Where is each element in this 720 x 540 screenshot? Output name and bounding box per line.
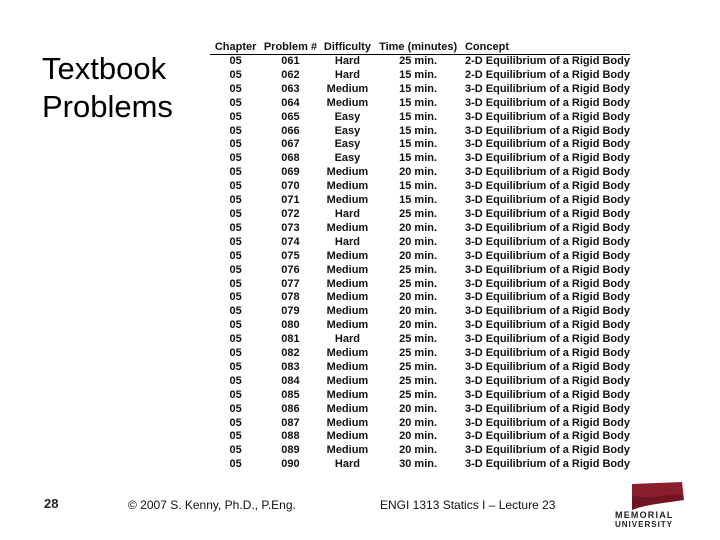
cell-chapter: 05: [229, 124, 242, 137]
cell-difficulty: Medium: [326, 96, 369, 109]
cell-chapter: 05: [229, 235, 242, 248]
cell-time-minutes: 20 min.: [399, 416, 438, 429]
table-row: [210, 347, 630, 361]
cell-problem-number: 076: [281, 263, 300, 276]
table-row: [210, 236, 630, 250]
slide-title-line-1: Textbook: [42, 51, 167, 86]
cell-difficulty: Hard: [334, 458, 360, 471]
cell-time-minutes: 15 min.: [399, 96, 438, 109]
table-row: [210, 55, 630, 69]
table-row: [210, 69, 630, 83]
header-difficulty: Difficulty: [320, 40, 376, 55]
cell-problem-number: 086: [281, 402, 300, 415]
cell-concept: 3-D Equilibrium of a Rigid Body: [464, 388, 630, 401]
cell-chapter: 05: [229, 152, 242, 165]
cell-time-minutes: 20 min.: [399, 402, 438, 415]
table-row: [210, 111, 630, 125]
cell-difficulty: Hard: [334, 207, 360, 220]
cell-chapter: 05: [229, 221, 242, 234]
cell-chapter: 05: [229, 180, 242, 193]
cell-problem-number: 063: [281, 82, 300, 95]
cell-concept: 3-D Equilibrium of a Rigid Body: [464, 333, 630, 346]
cell-chapter: 05: [229, 82, 242, 95]
cell-difficulty: Medium: [326, 180, 369, 193]
table-row: [210, 166, 630, 180]
cell-time-minutes: 15 min.: [399, 138, 438, 151]
cell-time-minutes: 15 min.: [399, 124, 438, 137]
cell-time-minutes: 15 min.: [399, 194, 438, 207]
cell-difficulty: Easy: [334, 152, 361, 165]
table-row: [210, 458, 630, 472]
table-row: [210, 152, 630, 166]
table-row: [210, 264, 630, 278]
cell-difficulty: Medium: [326, 388, 369, 401]
cell-problem-number: 068: [281, 152, 300, 165]
cell-chapter: 05: [229, 277, 242, 290]
cell-time-minutes: 15 min.: [399, 110, 438, 123]
cell-concept: 3-D Equilibrium of a Rigid Body: [464, 138, 630, 151]
header-problem-number: Problem #: [261, 40, 319, 55]
cell-difficulty: Hard: [334, 55, 360, 67]
cell-time-minutes: 25 min.: [399, 388, 438, 401]
cell-time-minutes: 15 min.: [399, 152, 438, 165]
cell-problem-number: 072: [281, 207, 300, 220]
cell-difficulty: Medium: [326, 263, 369, 276]
header-time-minutes: Time (minutes): [375, 40, 461, 55]
slide-title-line-2: Problems: [42, 89, 173, 124]
logo-text-university: UNIVERSITY: [615, 520, 674, 528]
cell-difficulty: Medium: [326, 430, 369, 443]
cell-problem-number: 079: [281, 305, 300, 318]
cell-difficulty: Easy: [334, 124, 361, 137]
cell-time-minutes: 15 min.: [399, 180, 438, 193]
table-row: [210, 361, 630, 375]
cell-concept: 3-D Equilibrium of a Rigid Body: [464, 360, 630, 373]
cell-concept: 3-D Equilibrium of a Rigid Body: [464, 180, 630, 193]
cell-problem-number: 066: [281, 124, 300, 137]
cell-difficulty: Hard: [334, 333, 360, 346]
table-row: [210, 222, 630, 236]
table-row: [210, 180, 630, 194]
table-row: [210, 444, 630, 458]
cell-concept: 3-D Equilibrium of a Rigid Body: [464, 402, 630, 415]
cell-time-minutes: 20 min.: [399, 305, 438, 318]
cell-chapter: 05: [229, 110, 242, 123]
cell-chapter: 05: [229, 347, 242, 360]
cell-problem-number: 073: [281, 221, 300, 234]
table-body: [210, 55, 630, 473]
cell-problem-number: 083: [281, 360, 300, 373]
cell-difficulty: Medium: [326, 416, 369, 429]
cell-concept: 3-D Equilibrium of a Rigid Body: [464, 444, 630, 457]
cell-time-minutes: 25 min.: [399, 360, 438, 373]
university-logo: [612, 482, 686, 528]
cell-time-minutes: 25 min.: [399, 263, 438, 276]
cell-concept: 3-D Equilibrium of a Rigid Body: [464, 277, 630, 290]
table-row: [210, 83, 630, 97]
table-row: [210, 305, 630, 319]
cell-concept: 3-D Equilibrium of a Rigid Body: [464, 207, 630, 220]
cell-difficulty: Medium: [326, 291, 369, 304]
cell-concept: 3-D Equilibrium of a Rigid Body: [464, 221, 630, 234]
cell-chapter: 05: [229, 96, 242, 109]
table-row: [210, 291, 630, 305]
cell-concept: 3-D Equilibrium of a Rigid Body: [464, 263, 630, 276]
header-chapter: Chapter: [210, 40, 261, 55]
cell-difficulty: Medium: [326, 82, 369, 95]
table-row: [210, 208, 630, 222]
cell-chapter: 05: [229, 166, 242, 179]
cell-problem-number: 062: [281, 68, 300, 81]
cell-concept: 3-D Equilibrium of a Rigid Body: [464, 124, 630, 137]
table-header: [210, 40, 630, 55]
cell-chapter: 05: [229, 402, 242, 415]
table-row: [210, 333, 630, 347]
cell-concept: 2-D Equilibrium of a Rigid Body: [464, 68, 630, 81]
cell-chapter: 05: [229, 68, 242, 81]
table-row: [210, 403, 630, 417]
cell-difficulty: Medium: [326, 277, 369, 290]
copyright-text: © 2007 S. Kenny, Ph.D., P.Eng.: [128, 498, 296, 512]
cell-chapter: 05: [229, 374, 242, 387]
cell-concept: 3-D Equilibrium of a Rigid Body: [464, 249, 630, 262]
cell-problem-number: 064: [281, 96, 300, 109]
cell-time-minutes: 30 min.: [399, 458, 438, 471]
cell-problem-number: 077: [281, 277, 300, 290]
cell-difficulty: Hard: [334, 235, 360, 248]
cell-chapter: 05: [229, 305, 242, 318]
cell-problem-number: 078: [281, 291, 300, 304]
header-concept: Concept: [461, 40, 630, 55]
cell-problem-number: 071: [281, 194, 300, 207]
cell-difficulty: Medium: [326, 221, 369, 234]
table-row: [210, 417, 630, 431]
cell-difficulty: Medium: [326, 402, 369, 415]
table-row: [210, 125, 630, 139]
cell-chapter: 05: [229, 416, 242, 429]
cell-problem-number: 069: [281, 166, 300, 179]
cell-problem-number: 081: [281, 333, 300, 346]
cell-time-minutes: 15 min.: [399, 82, 438, 95]
cell-concept: 3-D Equilibrium of a Rigid Body: [464, 291, 630, 304]
logo-text-memorial: MEMORIAL: [615, 510, 674, 520]
table-row: [210, 375, 630, 389]
cell-difficulty: Easy: [334, 138, 361, 151]
cell-difficulty: Medium: [326, 360, 369, 373]
cell-chapter: 05: [229, 138, 242, 151]
cell-concept: 3-D Equilibrium of a Rigid Body: [464, 347, 630, 360]
cell-time-minutes: 25 min.: [399, 374, 438, 387]
cell-chapter: 05: [229, 360, 242, 373]
cell-difficulty: Medium: [326, 347, 369, 360]
cell-time-minutes: 20 min.: [399, 291, 438, 304]
cell-problem-number: 084: [281, 374, 300, 387]
cell-problem-number: 075: [281, 249, 300, 262]
cell-difficulty: Medium: [326, 194, 369, 207]
cell-chapter: 05: [229, 291, 242, 304]
table-row: [210, 194, 630, 208]
cell-concept: 3-D Equilibrium of a Rigid Body: [464, 110, 630, 123]
cell-chapter: 05: [229, 333, 242, 346]
cell-time-minutes: 25 min.: [399, 347, 438, 360]
cell-concept: 2-D Equilibrium of a Rigid Body: [464, 55, 630, 67]
cell-time-minutes: 20 min.: [399, 249, 438, 262]
problems-table: [210, 40, 630, 472]
cell-chapter: 05: [229, 319, 242, 332]
cell-concept: 3-D Equilibrium of a Rigid Body: [464, 166, 630, 179]
cell-chapter: 05: [229, 249, 242, 262]
cell-problem-number: 087: [281, 416, 300, 429]
table-row: [210, 430, 630, 444]
cell-time-minutes: 25 min.: [399, 333, 438, 346]
cell-concept: 3-D Equilibrium of a Rigid Body: [464, 82, 630, 95]
cell-concept: 3-D Equilibrium of a Rigid Body: [464, 96, 630, 109]
cell-problem-number: 065: [281, 110, 300, 123]
table-row: [210, 97, 630, 111]
cell-time-minutes: 25 min.: [399, 207, 438, 220]
cell-chapter: 05: [229, 444, 242, 457]
cell-chapter: 05: [229, 388, 242, 401]
table-row: [210, 319, 630, 333]
cell-difficulty: Medium: [326, 249, 369, 262]
cell-concept: 3-D Equilibrium of a Rigid Body: [464, 374, 630, 387]
cell-problem-number: 074: [281, 235, 300, 248]
cell-difficulty: Easy: [334, 110, 361, 123]
cell-difficulty: Medium: [326, 166, 369, 179]
cell-time-minutes: 25 min.: [399, 277, 438, 290]
cell-problem-number: 085: [281, 388, 300, 401]
cell-problem-number: 080: [281, 319, 300, 332]
cell-time-minutes: 20 min.: [399, 235, 438, 248]
cell-time-minutes: 20 min.: [399, 166, 438, 179]
cell-chapter: 05: [229, 458, 242, 471]
cell-problem-number: 088: [281, 430, 300, 443]
cell-difficulty: Hard: [334, 68, 360, 81]
cell-time-minutes: 15 min.: [399, 68, 438, 81]
cell-concept: 3-D Equilibrium of a Rigid Body: [464, 152, 630, 165]
table-row: [210, 278, 630, 292]
cell-chapter: 05: [229, 263, 242, 276]
table-header-row: [210, 40, 630, 55]
course-title: ENGI 1313 Statics I – Lecture 23: [380, 498, 556, 512]
cell-problem-number: 067: [281, 138, 300, 151]
cell-chapter: 05: [229, 207, 242, 220]
slide-title: [42, 50, 212, 126]
cell-chapter: 05: [229, 194, 242, 207]
cell-problem-number: 090: [281, 458, 300, 471]
cell-problem-number: 082: [281, 347, 300, 360]
cell-time-minutes: 20 min.: [399, 319, 438, 332]
cell-chapter: 05: [229, 55, 242, 67]
cell-concept: 3-D Equilibrium of a Rigid Body: [464, 430, 630, 443]
slide-number: 28: [44, 496, 59, 511]
cell-time-minutes: 20 min.: [399, 430, 438, 443]
cell-concept: 3-D Equilibrium of a Rigid Body: [464, 416, 630, 429]
cell-time-minutes: 20 min.: [399, 444, 438, 457]
cell-chapter: 05: [229, 430, 242, 443]
cell-difficulty: Medium: [326, 444, 369, 457]
problems-table-container: [210, 40, 630, 472]
table-row: [210, 389, 630, 403]
cell-concept: 3-D Equilibrium of a Rigid Body: [464, 458, 630, 471]
cell-concept: 3-D Equilibrium of a Rigid Body: [464, 319, 630, 332]
cell-difficulty: Medium: [326, 305, 369, 318]
cell-problem-number: 070: [281, 180, 300, 193]
table-row: [210, 138, 630, 152]
cell-difficulty: Medium: [326, 319, 369, 332]
cell-problem-number: 089: [281, 444, 300, 457]
table-row: [210, 250, 630, 264]
cell-concept: 3-D Equilibrium of a Rigid Body: [464, 194, 630, 207]
cell-concept: 3-D Equilibrium of a Rigid Body: [464, 235, 630, 248]
cell-difficulty: Medium: [326, 374, 369, 387]
cell-time-minutes: 25 min.: [399, 55, 438, 67]
cell-time-minutes: 20 min.: [399, 221, 438, 234]
cell-concept: 3-D Equilibrium of a Rigid Body: [464, 305, 630, 318]
cell-problem-number: 061: [281, 55, 300, 67]
